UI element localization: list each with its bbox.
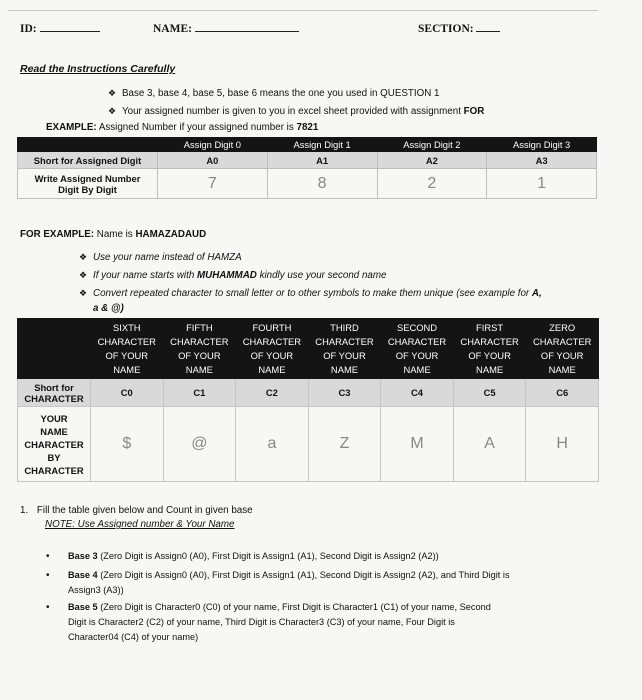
character-code: C1 (163, 379, 236, 407)
section-label: SECTION: (418, 23, 474, 35)
row-label-name-characters: YOUR NAME CHARACTER BY CHARACTER (18, 407, 91, 482)
name-bullet-1: ❖ Use your name instead of HAMZA (79, 252, 242, 263)
digit-code: A3 (487, 152, 597, 169)
diamond-bullet-icon: ❖ (79, 252, 88, 262)
name-bullet-3: ❖ Convert repeated character to small letter or to other symbols to make them unique (see example for A, (79, 288, 542, 299)
character-header: THIRD CHARACTER OF YOUR NAME (308, 319, 381, 379)
character-code: C5 (453, 379, 526, 407)
name-bullet-2: ❖ If your name starts with MUHAMMAD kindly use your second name (79, 270, 387, 281)
character-value[interactable]: A (453, 407, 526, 482)
name-label: NAME: (153, 23, 192, 35)
question-note: NOTE: Use Assigned number & Your Name (45, 519, 235, 530)
id-blank[interactable] (40, 21, 100, 32)
digit-code: A1 (267, 152, 377, 169)
diamond-bullet-icon: ❖ (79, 270, 88, 280)
base-3-item: • Base 3 (Zero Digit is Assign0 (A0), First Digit is Assign1 (A1), Second Digit is Assign2 (A2)) (46, 551, 439, 562)
question-1: 1. Fill the table given below and Count in given base (20, 505, 253, 516)
character-header: FIRST CHARACTER OF YOUR NAME (453, 319, 526, 379)
instruction-bullet-1: ❖ Base 3, base 4, base 5, base 6 means the one you used in QUESTION 1 (108, 88, 440, 99)
id-field (20, 21, 100, 35)
character-code: C0 (91, 379, 164, 407)
row-label-digits: Write Assigned Number Digit By Digit (18, 169, 158, 199)
section-blank[interactable] (476, 21, 500, 32)
character-code: C6 (526, 379, 599, 407)
character-code: C2 (236, 379, 309, 407)
character-header: FIFTH CHARACTER OF YOUR NAME (163, 319, 236, 379)
character-value[interactable]: @ (163, 407, 236, 482)
diamond-bullet-icon: ❖ (79, 288, 88, 298)
bullet-dot-icon: • (46, 570, 50, 581)
character-header: SECOND CHARACTER OF YOUR NAME (381, 319, 454, 379)
bullet-dot-icon: • (46, 602, 50, 613)
character-value[interactable]: $ (91, 407, 164, 482)
base-4-item-cont: Assign3 (A3)) (68, 585, 124, 595)
digit-code: A2 (377, 152, 487, 169)
character-value[interactable]: a (236, 407, 309, 482)
base-5-item-cont-2: Character04 (C4) of your name) (68, 632, 199, 642)
section-field (418, 21, 500, 35)
assign-digit-header: Assign Digit 1 (267, 138, 377, 152)
name-blank[interactable] (195, 21, 299, 32)
assign-digit-header: Assign Digit 2 (377, 138, 487, 152)
row-label-short-character: Short for CHARACTER (18, 379, 91, 407)
digit-value[interactable]: 8 (267, 169, 377, 199)
character-code: C3 (308, 379, 381, 407)
example-name: FOR EXAMPLE: Name is HAMAZADAUD (20, 229, 207, 240)
character-header: SIXTH CHARACTER OF YOUR NAME (91, 319, 164, 379)
assign-digit-header: Assign Digit 0 (158, 138, 268, 152)
base-4-item: • Base 4 (Zero Digit is Assign0 (A0), First Digit is Assign1 (A1), Second Digit is Assign2 (A2), and Third Digit is (46, 570, 510, 581)
base-5-item: • Base 5 (Zero Digit is Character0 (C0) of your name, First Digit is Character1 (C1) of your name, Second (46, 602, 491, 613)
top-rule (8, 10, 598, 11)
diamond-bullet-icon: ❖ (108, 106, 117, 116)
example-assigned-number: EXAMPLE: Assigned Number if your assigned number is 7821 (46, 122, 319, 133)
assigned-digit-table (17, 137, 597, 199)
character-header: FOURTH CHARACTER OF YOUR NAME (236, 319, 309, 379)
name-field (153, 21, 299, 35)
bullet-dot-icon: • (46, 551, 50, 562)
row-label-short: Short for Assigned Digit (18, 152, 158, 169)
diamond-bullet-icon: ❖ (108, 88, 117, 98)
digit-code: A0 (158, 152, 268, 169)
instructions-title: Read the Instructions Carefully (20, 63, 176, 75)
instruction-bullet-2: ❖ Your assigned number is given to you in excel sheet provided with assignment FOR (108, 106, 485, 117)
character-code: C4 (381, 379, 454, 407)
base-5-item-cont-1: Digit is Character2 (C2) of your name, Third Digit is Character3 (C3) of your name, Four Digit is (68, 617, 455, 627)
digit-value[interactable]: 2 (377, 169, 487, 199)
character-value[interactable]: H (526, 407, 599, 482)
digit-value[interactable]: 7 (158, 169, 268, 199)
name-bullet-3-cont: a & @) (93, 303, 124, 314)
id-label: ID: (20, 23, 37, 35)
name-character-table (17, 318, 599, 482)
digit-value[interactable]: 1 (487, 169, 597, 199)
character-header: ZERO CHARACTER OF YOUR NAME (526, 319, 599, 379)
character-value[interactable]: Z (308, 407, 381, 482)
character-value[interactable]: M (381, 407, 454, 482)
assign-digit-header: Assign Digit 3 (487, 138, 597, 152)
